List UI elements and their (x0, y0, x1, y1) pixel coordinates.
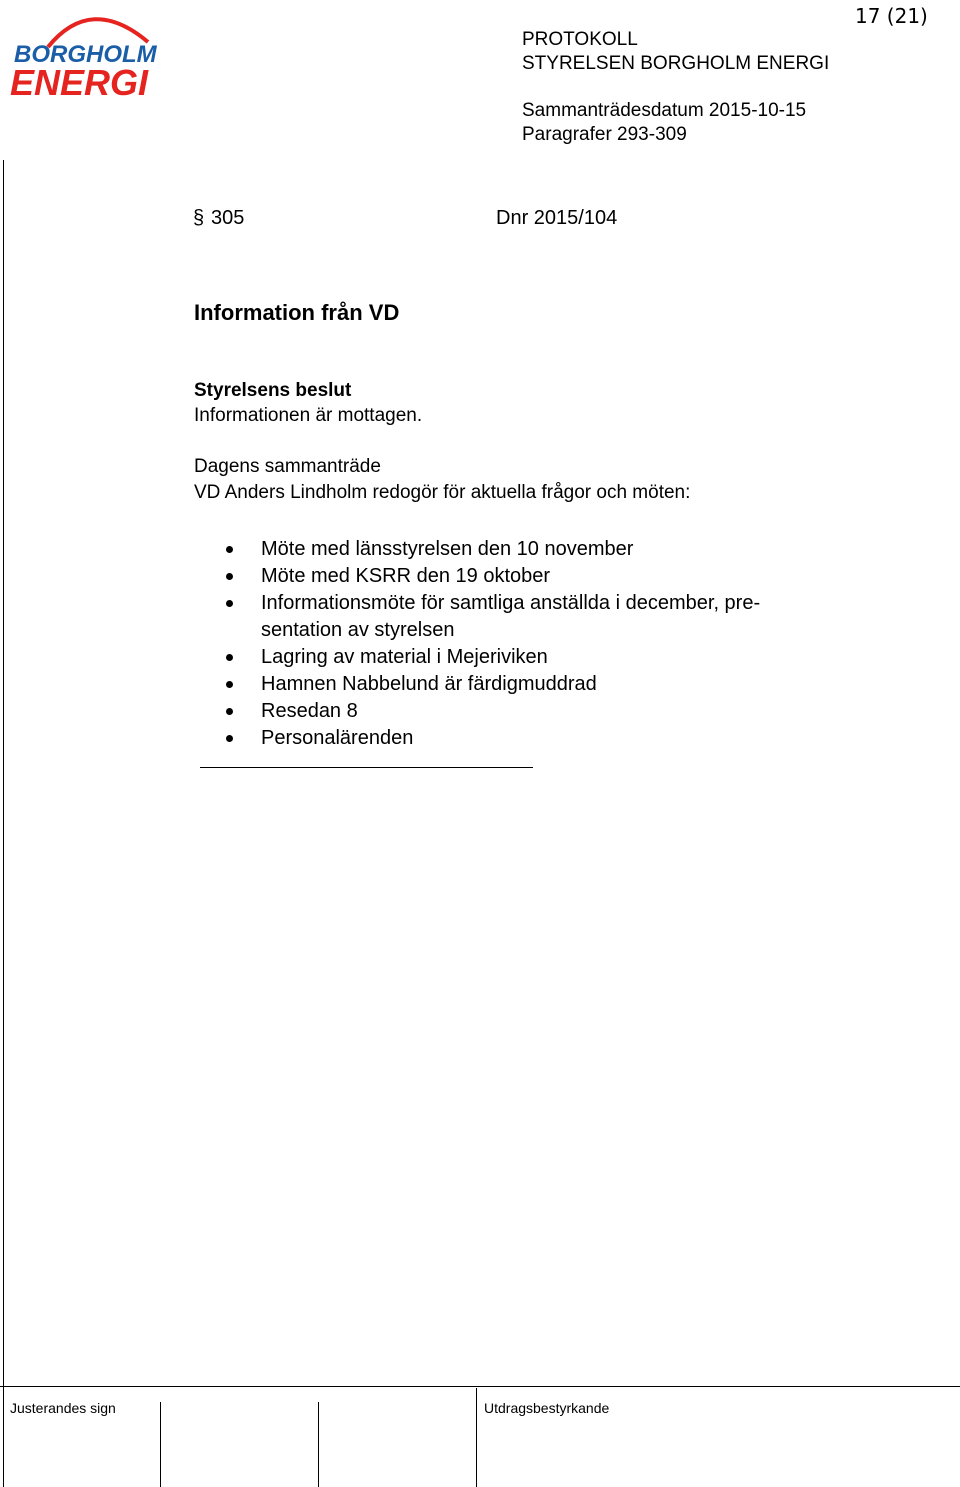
decision-text: Informationen är mottagen. (194, 405, 423, 426)
dnr: Dnr 2015/104 (496, 207, 618, 229)
logo-bottom-text: ENERGI (10, 62, 149, 102)
bullet-icon (226, 654, 233, 661)
list-item: Hamnen Nabbelund är färdigmuddrad (226, 671, 760, 698)
meeting-intro: VD Anders Lindholm redogör för aktuella frågor och möten: (194, 482, 691, 503)
decision-heading: Styrelsens beslut (194, 380, 352, 401)
footer-top-border (0, 1386, 960, 1387)
signature-box-divider (318, 1402, 319, 1487)
bullet-icon (226, 600, 233, 607)
certifier-label: Utdragsbestyrkande (484, 1400, 610, 1416)
bullet-icon (226, 546, 233, 553)
borgholm-energi-logo (8, 2, 174, 102)
agenda-list (226, 536, 760, 752)
list-item: Informationsmöte för samtliga anställda i december, pre- (226, 590, 760, 617)
paragraph-range: Paragrafer 293-309 (522, 124, 687, 145)
signature-box-divider (160, 1402, 161, 1487)
list-item: Personalärenden (226, 725, 760, 752)
paragraph-line (193, 207, 244, 230)
footer-left-border (3, 1386, 4, 1487)
signer-label: Justerandes sign (10, 1400, 116, 1416)
meeting-heading: Dagens sammanträde (194, 456, 381, 477)
doc-type: PROTOKOLL (522, 29, 638, 50)
section-title: Information från VD (194, 300, 400, 325)
section-separator (200, 767, 533, 768)
list-item: Möte med länsstyrelsen den 10 november (226, 536, 760, 563)
bullet-icon (226, 573, 233, 580)
footer-column-divider (476, 1388, 477, 1487)
paragraph-sign: § (193, 207, 205, 229)
list-item-continuation: sentation av styrelsen (261, 619, 455, 641)
left-margin-line (3, 160, 4, 1386)
logo-top-text: BORGHOLM (14, 41, 157, 68)
list-item: Lagring av material i Mejeriviken (226, 644, 760, 671)
bullet-icon (226, 681, 233, 688)
bullet-icon (226, 708, 233, 715)
page-number: 17 (21) (855, 4, 928, 28)
list-item: Resedan 8 (226, 698, 760, 725)
bullet-icon (226, 735, 233, 742)
board-name: STYRELSEN BORGHOLM ENERGI (522, 53, 830, 74)
list-item: Möte med KSRR den 19 oktober (226, 563, 760, 590)
meeting-date: Sammanträdesdatum 2015-10-15 (522, 100, 807, 121)
paragraph-number: 305 (211, 207, 245, 229)
